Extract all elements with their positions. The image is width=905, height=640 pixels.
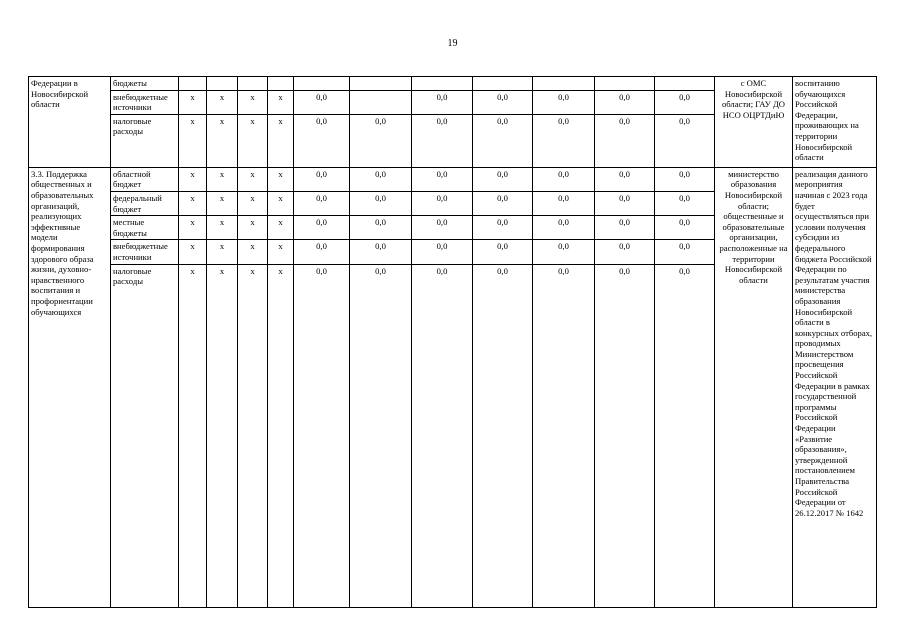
mark-cell: x [207, 114, 238, 167]
table-row [29, 167, 877, 191]
value-cell: 0,0 [595, 264, 655, 607]
value-cell: 0,0 [655, 240, 715, 264]
funding-source-cell: местные бюджеты [111, 216, 179, 240]
value-cell: 0,0 [350, 114, 412, 167]
value-cell: 0,0 [412, 191, 473, 215]
value-cell: 0,0 [595, 167, 655, 191]
value-cell: 0,0 [412, 216, 473, 240]
value-cell: 0,0 [655, 90, 715, 114]
mark-cell: x [268, 191, 294, 215]
mark-cell: x [268, 264, 294, 607]
mark-cell [207, 77, 238, 91]
funding-source-cell: федеральный бюджет [111, 191, 179, 215]
mark-cell: x [179, 264, 207, 607]
mark-cell: x [238, 167, 268, 191]
value-cell: 0,0 [412, 167, 473, 191]
note-text: воспитанию обучающихся Российской Федерации, проживающих на территории Новосибирской области [795, 78, 859, 163]
value-cell: 0,0 [595, 114, 655, 167]
mark-cell: x [179, 240, 207, 264]
value-cell [533, 77, 595, 91]
mark-cell: x [268, 216, 294, 240]
executor-cell [715, 167, 793, 607]
value-cell: 0,0 [655, 264, 715, 607]
mark-cell: x [268, 90, 294, 114]
value-cell: 0,0 [655, 191, 715, 215]
mark-cell: x [207, 90, 238, 114]
mark-cell: x [207, 216, 238, 240]
mark-cell: x [207, 191, 238, 215]
mark-cell [179, 77, 207, 91]
activity-text: 3.3. Поддержка общественных и образовательных организаций, реализующих эффективные модели формирования здорового образа жизни, духовно-нравственного воспитания и профориентации обучающихся [31, 168, 94, 317]
value-cell: 0,0 [533, 167, 595, 191]
executor-cell [715, 77, 793, 168]
value-cell: 0,0 [473, 167, 533, 191]
funding-source-cell: внебюджетные источники [111, 240, 179, 264]
value-cell: 0,0 [655, 114, 715, 167]
value-cell: 0,0 [294, 167, 350, 191]
mark-cell: x [179, 90, 207, 114]
value-cell: 0,0 [473, 264, 533, 607]
value-cell: 0,0 [533, 216, 595, 240]
funding-source-cell: бюджеты [111, 77, 179, 91]
value-cell: 0,0 [473, 114, 533, 167]
mark-cell: x [238, 191, 268, 215]
mark-cell: x [268, 240, 294, 264]
mark-cell: x [207, 240, 238, 264]
value-cell: 0,0 [655, 216, 715, 240]
value-cell: 0,0 [294, 191, 350, 215]
value-cell: 0,0 [533, 191, 595, 215]
value-cell [350, 77, 412, 91]
executor-text: министерство образования Новосибирской области; общественные и образовательные организации, расположенные на территории Новосибирской области [719, 168, 788, 285]
value-cell: 0,0 [412, 264, 473, 607]
mark-cell: x [179, 167, 207, 191]
activity-text: Федерации в Новосибирской области [31, 78, 89, 110]
mark-cell [268, 77, 294, 91]
note-cell [793, 77, 877, 168]
funding-source-cell: областной бюджет [111, 167, 179, 191]
activity-cell [29, 167, 111, 607]
mark-cell [238, 77, 268, 91]
mark-cell: x [238, 264, 268, 607]
mark-cell: x [268, 114, 294, 167]
value-cell [294, 77, 350, 91]
note-cell [793, 167, 877, 607]
activity-cell [29, 77, 111, 168]
mark-cell: x [207, 167, 238, 191]
value-cell: 0,0 [412, 114, 473, 167]
mark-cell: x [238, 90, 268, 114]
mark-cell: x [207, 264, 238, 607]
value-cell: 0,0 [294, 114, 350, 167]
value-cell: 0,0 [655, 167, 715, 191]
value-cell [655, 77, 715, 91]
mark-cell: x [238, 114, 268, 167]
mark-cell: x [238, 216, 268, 240]
value-cell: 0,0 [350, 191, 412, 215]
value-cell: 0,0 [412, 240, 473, 264]
page-number: 19 [447, 38, 458, 49]
value-cell [412, 77, 473, 91]
value-cell: 0,0 [294, 216, 350, 240]
mark-cell: x [179, 191, 207, 215]
note-text: реализация данного мероприятия начиная с 2023 года будет осуществляться при условии получения субсидии из федерального бюджета Российской Федерации по результатам участия министерства образования Новосибирской области в конкурсных отборах, проводимых Министерством просвещения Российской Федерации в рамках государственной программы Российской Федерации «Развитие образования», утвержденной постановлением Правительства Российской Федерации от 26.12.2017 № 1642 [795, 168, 873, 518]
value-cell: 0,0 [533, 240, 595, 264]
value-cell: 0,0 [473, 240, 533, 264]
value-cell [595, 77, 655, 91]
value-cell: 0,0 [473, 90, 533, 114]
value-cell: 0,0 [473, 216, 533, 240]
funding-source-cell: налоговые расходы [111, 114, 179, 167]
value-cell [473, 77, 533, 91]
value-cell: 0,0 [294, 240, 350, 264]
value-cell: 0,0 [350, 167, 412, 191]
value-cell: 0,0 [595, 191, 655, 215]
value-cell: 0,0 [350, 216, 412, 240]
value-cell: 0,0 [595, 90, 655, 114]
value-cell: 0,0 [595, 216, 655, 240]
mark-cell: x [238, 240, 268, 264]
mark-cell: x [268, 167, 294, 191]
value-cell: 0,0 [294, 90, 350, 114]
value-cell: 0,0 [350, 264, 412, 607]
funding-source-cell: внебюджетные источники [111, 90, 179, 114]
value-cell: 0,0 [294, 264, 350, 607]
value-cell: 0,0 [412, 90, 473, 114]
value-cell: 0,0 [533, 90, 595, 114]
mark-cell: x [179, 216, 207, 240]
table-row [29, 77, 877, 91]
funding-source-cell: налоговые расходы [111, 264, 179, 607]
value-cell [350, 90, 412, 114]
value-cell: 0,0 [595, 240, 655, 264]
mark-cell: x [179, 114, 207, 167]
program-table [28, 76, 877, 608]
value-cell: 0,0 [533, 264, 595, 607]
value-cell: 0,0 [350, 240, 412, 264]
value-cell: 0,0 [533, 114, 595, 167]
executor-text: с ОМС Новосибирской области; ГАУ ДО НСО ОЦРТДиЮ [721, 78, 786, 120]
value-cell: 0,0 [473, 191, 533, 215]
